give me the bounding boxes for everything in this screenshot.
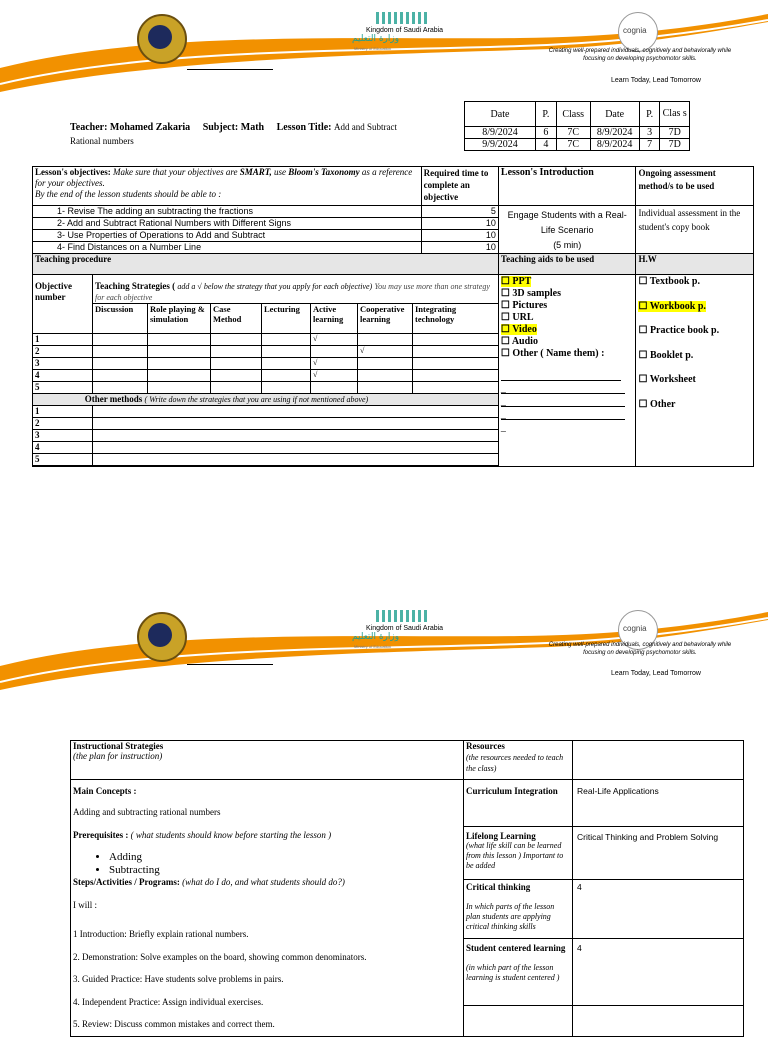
objectives-title: Lesson's objectives: bbox=[35, 167, 111, 177]
logo-underline bbox=[187, 664, 273, 665]
strategy-row bbox=[33, 346, 498, 358]
kingdom-label: Kingdom of Saudi Arabia bbox=[366, 27, 444, 34]
strategy-row bbox=[33, 334, 498, 346]
other-method-number: 3 bbox=[33, 430, 93, 442]
prerequisites-title: Prerequisites : bbox=[73, 830, 129, 840]
period-cell: 3 bbox=[639, 127, 660, 139]
motto-line-2: focusing on developing psychomotor skills. bbox=[583, 650, 697, 656]
strategy-check-cell[interactable] bbox=[311, 346, 358, 358]
resources-header bbox=[464, 741, 573, 780]
strategy-check-cell[interactable] bbox=[413, 334, 498, 346]
objective-text: 2- Add and Subtract Rational Numbers with Different Signs bbox=[33, 218, 422, 230]
aids-blank-lines bbox=[500, 368, 634, 437]
strategy-check-cell[interactable] bbox=[211, 346, 262, 358]
strategy-check-cell[interactable] bbox=[358, 334, 413, 346]
ministry-logo bbox=[352, 606, 452, 656]
strategy-check-cell[interactable] bbox=[413, 358, 498, 370]
hw-title: H.W bbox=[636, 254, 754, 275]
motto bbox=[540, 47, 740, 63]
homework-checkbox[interactable]: ☐ Practice book p. bbox=[638, 325, 720, 337]
objective-number-cell: 4 bbox=[33, 370, 93, 382]
subject-label: Subject: bbox=[202, 122, 239, 133]
ministry-dots-icon bbox=[376, 12, 428, 24]
assessment-text: Individual assessment in the student's copy book bbox=[636, 206, 754, 254]
introduction-header: Lesson's Introduction bbox=[498, 167, 636, 206]
list-item: • Adding bbox=[109, 851, 461, 864]
teaching-aids-title: Teaching aids to be used bbox=[498, 254, 636, 275]
objectives-intro: By the end of the lesson students should be able to : bbox=[35, 189, 222, 199]
other-method-row bbox=[33, 454, 498, 466]
strategy-check-cell[interactable]: √ bbox=[311, 370, 358, 382]
class-cell: 7C bbox=[556, 139, 590, 151]
cognia-logo bbox=[618, 12, 658, 52]
student-centered-title: Student centered learning bbox=[466, 943, 566, 953]
objective-number-header: Objective number bbox=[33, 275, 93, 334]
step-item: 5. Review: Discuss common mistakes and correct them. bbox=[73, 1019, 275, 1029]
class-cell: 7D bbox=[660, 139, 690, 151]
step-item: 4. Independent Practice: Assign individual exercises. bbox=[73, 996, 264, 1007]
strategy-column-header: Cooperative learning bbox=[358, 304, 413, 334]
strategy-check-cell[interactable] bbox=[262, 346, 311, 358]
other-methods-label: Other methods bbox=[84, 394, 143, 404]
motto-line-1: Creating well-prepared individuals, cognitively and behaviorally while bbox=[548, 48, 732, 54]
period-cell: 7 bbox=[639, 139, 660, 151]
steps-list bbox=[73, 923, 461, 1036]
other-method-row bbox=[33, 430, 498, 442]
objective-number-cell: 5 bbox=[33, 382, 93, 394]
strategy-check-cell[interactable] bbox=[93, 334, 148, 346]
objective-time: 10 bbox=[421, 230, 498, 242]
assessment-header: Ongoing assessment method/s to be used bbox=[636, 167, 754, 206]
step-item: 2. Demonstration: Solve examples on the board, showing common denominators. bbox=[73, 951, 367, 962]
strategy-check-cell[interactable] bbox=[93, 358, 148, 370]
strategies-title-cell bbox=[71, 741, 464, 780]
blank-line[interactable] bbox=[501, 368, 621, 381]
objective-time: 10 bbox=[421, 218, 498, 230]
lifelong-sub: (what life skill can be learned from this lesson ) Important to be added bbox=[466, 841, 564, 870]
strategy-check-cell[interactable] bbox=[413, 370, 498, 382]
objective-number-cell: 2 bbox=[33, 346, 93, 358]
date-cell: 9/9/2024 bbox=[465, 139, 536, 151]
empty-cell bbox=[464, 1006, 573, 1037]
strategy-check-cell[interactable] bbox=[148, 346, 211, 358]
strategy-check-cell[interactable] bbox=[413, 382, 498, 394]
date-cell: 8/9/2024 bbox=[465, 127, 536, 139]
objectives-intro: as a reference for your objectives. bbox=[35, 167, 413, 188]
strategies-table bbox=[33, 275, 498, 466]
motto-line-2: focusing on developing psychomotor skills. bbox=[583, 56, 697, 62]
date-cell: 8/9/2024 bbox=[590, 139, 639, 151]
other-method-input[interactable] bbox=[93, 454, 498, 466]
other-methods-row bbox=[33, 394, 498, 406]
other-method-row bbox=[33, 418, 498, 430]
other-method-number: 5 bbox=[33, 454, 93, 466]
main-concepts-text: Adding and subtracting rational numbers bbox=[73, 807, 221, 817]
instructional-table bbox=[70, 740, 744, 1037]
teacher-name: Mohamed Zakaria bbox=[109, 122, 191, 133]
motto-line-1: Creating well-prepared individuals, cognitively and behaviorally while bbox=[548, 642, 732, 648]
date-cell: 8/9/2024 bbox=[590, 127, 639, 139]
introduction-time: (5 min) bbox=[553, 240, 582, 250]
other-method-input[interactable] bbox=[93, 442, 498, 454]
cognia-label: cognia bbox=[623, 624, 647, 633]
bloom-label: Bloom's Taxonomy bbox=[288, 167, 360, 177]
date-table bbox=[464, 101, 690, 151]
objectives-intro: Make sure that your objectives are bbox=[113, 167, 238, 177]
other-methods-note: ( Write down the strategies that you are using if not mentioned above) bbox=[144, 395, 369, 404]
objectives-intro: use bbox=[273, 167, 286, 177]
strategy-column-header: Discussion bbox=[93, 304, 148, 334]
ministry-logo bbox=[352, 8, 452, 58]
lifelong-title: Lifelong Learning bbox=[466, 831, 536, 841]
strategies-header bbox=[93, 275, 498, 304]
objective-time: 5 bbox=[421, 206, 498, 218]
strategy-column-header: Case Method bbox=[211, 304, 262, 334]
objectives-table bbox=[32, 166, 754, 467]
strategy-row bbox=[33, 370, 498, 382]
curriculum-title: Curriculum Integration bbox=[464, 780, 573, 827]
strategy-check-cell[interactable] bbox=[262, 334, 311, 346]
dash-mark: – bbox=[500, 387, 506, 398]
objective-text: 4- Find Distances on a Number Line bbox=[33, 242, 422, 254]
main-content-cell bbox=[71, 780, 464, 1037]
date-header: Date bbox=[590, 102, 639, 127]
ministry-en-label: Ministry of Education bbox=[354, 46, 392, 51]
class-cell: 7D bbox=[660, 127, 690, 139]
other-method-input[interactable] bbox=[93, 418, 498, 430]
strategy-check-cell[interactable]: √ bbox=[311, 334, 358, 346]
lesson-title-label: Lesson Title: bbox=[276, 122, 332, 133]
period-cell: 6 bbox=[535, 127, 556, 139]
period-header: P. bbox=[639, 102, 660, 127]
student-centered-cell bbox=[464, 939, 573, 1006]
other-method-number: 2 bbox=[33, 418, 93, 430]
dash-mark: – bbox=[500, 426, 506, 437]
other-method-number: 1 bbox=[33, 406, 93, 418]
teaching-aids-cell bbox=[498, 275, 636, 467]
curriculum-value: Real-Life Applications bbox=[573, 780, 744, 827]
date-table-header bbox=[465, 102, 690, 127]
homework-checkbox[interactable]: ☐ Worksheet bbox=[638, 374, 696, 386]
lesson-title-continued: Rational numbers bbox=[70, 136, 134, 146]
period-cell: 4 bbox=[535, 139, 556, 151]
strategies-note: add a √ below the strategy that you apply for each objective) bbox=[177, 282, 373, 291]
dash-mark: – bbox=[500, 400, 506, 411]
empty-cell bbox=[573, 1006, 744, 1037]
objective-text: 3- Use Properties of Operations to Add and Subtract bbox=[33, 230, 422, 242]
other-method-row bbox=[33, 442, 498, 454]
strategy-row bbox=[33, 358, 498, 370]
strategy-check-cell[interactable] bbox=[93, 370, 148, 382]
other-method-number: 4 bbox=[33, 442, 93, 454]
lesson-title-value: Add and Subtract bbox=[334, 122, 398, 132]
ministry-ar-label: وزارة التعليم bbox=[352, 632, 400, 642]
page-header bbox=[0, 0, 768, 100]
critical-thinking-cell bbox=[464, 880, 573, 939]
class-header: Class bbox=[556, 102, 590, 127]
strategies-cell bbox=[33, 275, 499, 467]
strategy-check-cell[interactable] bbox=[93, 346, 148, 358]
page-header-2 bbox=[0, 598, 768, 698]
homework-checkbox[interactable]: ☐ Booklet p. bbox=[638, 349, 694, 361]
strategy-check-cell[interactable] bbox=[262, 382, 311, 394]
strategy-check-cell[interactable] bbox=[148, 370, 211, 382]
motto bbox=[540, 641, 740, 657]
instructional-strategies-title: Instructional Strategies bbox=[73, 741, 164, 751]
objective-row bbox=[33, 206, 754, 218]
teacher-label: Teacher: bbox=[70, 122, 108, 133]
other-method-row bbox=[33, 406, 498, 418]
logo-underline bbox=[187, 69, 273, 70]
table-row bbox=[465, 139, 690, 151]
steps-note: (what do I do, and what students should do?) bbox=[182, 877, 345, 887]
strategy-check-cell[interactable] bbox=[358, 382, 413, 394]
strategy-check-cell[interactable] bbox=[148, 334, 211, 346]
student-centered-value: 4 bbox=[573, 939, 744, 1006]
strategy-check-cell[interactable] bbox=[262, 358, 311, 370]
slogan: Learn Today, Lead Tomorrow bbox=[611, 77, 701, 84]
teaching-procedure-title: Teaching procedure bbox=[33, 254, 499, 275]
lifelong-cell bbox=[464, 827, 573, 880]
school-logo bbox=[137, 612, 187, 662]
hw-cell bbox=[636, 275, 754, 467]
main-concepts-title: Main Concepts : bbox=[73, 786, 137, 796]
strategies-note-2: You may use more than one strategy for each objective bbox=[95, 282, 490, 302]
slogan: Learn Today, Lead Tomorrow bbox=[611, 670, 701, 677]
kingdom-label: Kingdom of Saudi Arabia bbox=[366, 625, 444, 632]
teaching-aid-checkbox[interactable]: ☐ URL bbox=[500, 312, 534, 323]
critical-thinking-title: Critical thinking bbox=[466, 882, 531, 892]
strategy-row bbox=[33, 382, 498, 394]
strategy-check-cell[interactable] bbox=[211, 382, 262, 394]
strategy-check-cell[interactable] bbox=[311, 382, 358, 394]
strategy-check-cell[interactable] bbox=[358, 370, 413, 382]
homework-checkbox[interactable]: ☐ Workbook p. bbox=[638, 300, 706, 312]
strategy-check-cell[interactable] bbox=[148, 358, 211, 370]
teacher-line bbox=[70, 122, 397, 133]
lifelong-value: Critical Thinking and Problem Solving bbox=[573, 827, 744, 880]
required-time-header: Required time to complete an objective bbox=[421, 167, 498, 206]
ministry-ar-label: وزارة التعليم bbox=[352, 34, 400, 44]
resources-sub: (the resources needed to teach the class) bbox=[466, 753, 564, 773]
resources-title: Resources bbox=[466, 741, 505, 751]
strategy-check-cell[interactable] bbox=[413, 346, 498, 358]
strategy-check-cell[interactable] bbox=[211, 370, 262, 382]
steps-title: Steps/Activities / Programs: bbox=[73, 877, 180, 887]
strategy-column-header: Integrating technology bbox=[413, 304, 498, 334]
objectives-header bbox=[33, 167, 422, 206]
instructional-strategies-sub: (the plan for instruction) bbox=[73, 751, 163, 761]
table-row bbox=[465, 127, 690, 139]
teaching-aid-checkbox[interactable]: ☐ Other ( Name them) : bbox=[500, 348, 605, 359]
i-will-label: I will : bbox=[73, 900, 97, 910]
homework-checkbox[interactable]: ☐ Textbook p. bbox=[638, 276, 700, 287]
subject-value: Math bbox=[240, 122, 265, 133]
other-method-input[interactable] bbox=[93, 406, 498, 418]
prerequisites-note: ( what students should know before starting the lesson ) bbox=[130, 830, 332, 840]
strategy-check-cell[interactable] bbox=[93, 382, 148, 394]
objective-text: 1- Revise The adding an subtracting the fractions bbox=[33, 206, 422, 218]
teaching-aid-checkbox[interactable]: ☐ Pictures bbox=[500, 300, 548, 311]
objective-number-cell: 1 bbox=[33, 334, 93, 346]
other-method-input[interactable] bbox=[93, 430, 498, 442]
school-logo bbox=[137, 14, 187, 64]
critical-thinking-value: 4 bbox=[573, 880, 744, 939]
strategy-check-cell[interactable] bbox=[211, 334, 262, 346]
strategy-check-cell[interactable]: √ bbox=[311, 358, 358, 370]
strategy-check-cell[interactable] bbox=[358, 358, 413, 370]
dash-mark: – bbox=[500, 413, 506, 424]
step-item: 1 Introduction: Briefly explain rational numbers. bbox=[73, 929, 249, 939]
objective-number-cell: 3 bbox=[33, 358, 93, 370]
step-item: 3. Guided Practice: Have students solve problems in pairs. bbox=[73, 974, 284, 984]
teaching-aid-checkbox[interactable]: ☐ Video bbox=[500, 324, 537, 335]
strategy-column-header: Role playing & simulation bbox=[148, 304, 211, 334]
teaching-aid-checkbox[interactable]: ☐ 3D samples bbox=[500, 288, 561, 299]
smart-label: SMART, bbox=[239, 167, 272, 177]
strategy-check-cell[interactable] bbox=[262, 370, 311, 382]
class-cell: 7C bbox=[556, 127, 590, 139]
objective-time: 10 bbox=[421, 242, 498, 254]
homework-checkbox[interactable]: ☐ Other bbox=[638, 398, 676, 410]
cognia-label: cognia bbox=[623, 26, 647, 35]
ministry-en-label: Ministry of Education bbox=[354, 644, 392, 649]
strategy-column-header: Lecturing bbox=[262, 304, 311, 334]
strategy-check-cell[interactable] bbox=[211, 358, 262, 370]
prerequisites-list bbox=[73, 851, 461, 877]
period-header: P. bbox=[535, 102, 556, 127]
student-centered-sub: (in which part of the lesson learning is student centered ) bbox=[466, 963, 560, 982]
strategies-label: Teaching Strategies ( bbox=[95, 281, 176, 291]
strategy-column-header: Active learning bbox=[311, 304, 358, 334]
list-item: • Subtracting bbox=[109, 864, 461, 877]
teaching-aid-checkbox[interactable]: ☐ Audio bbox=[500, 336, 538, 347]
resources-value bbox=[573, 741, 744, 780]
strategy-check-cell[interactable]: √ bbox=[358, 346, 413, 358]
ministry-dots-icon bbox=[376, 610, 428, 622]
introduction-text: Engage Students with a Real-Life Scenario bbox=[507, 210, 627, 235]
introduction-cell bbox=[498, 206, 636, 254]
critical-thinking-sub: In which parts of the lesson plan students are applying critical thinking skills bbox=[466, 902, 555, 931]
class-header: Clas s bbox=[660, 102, 690, 127]
strategy-check-cell[interactable] bbox=[148, 382, 211, 394]
teaching-aid-checkbox[interactable]: ☐ PPT bbox=[500, 276, 532, 287]
date-header: Date bbox=[465, 102, 536, 127]
